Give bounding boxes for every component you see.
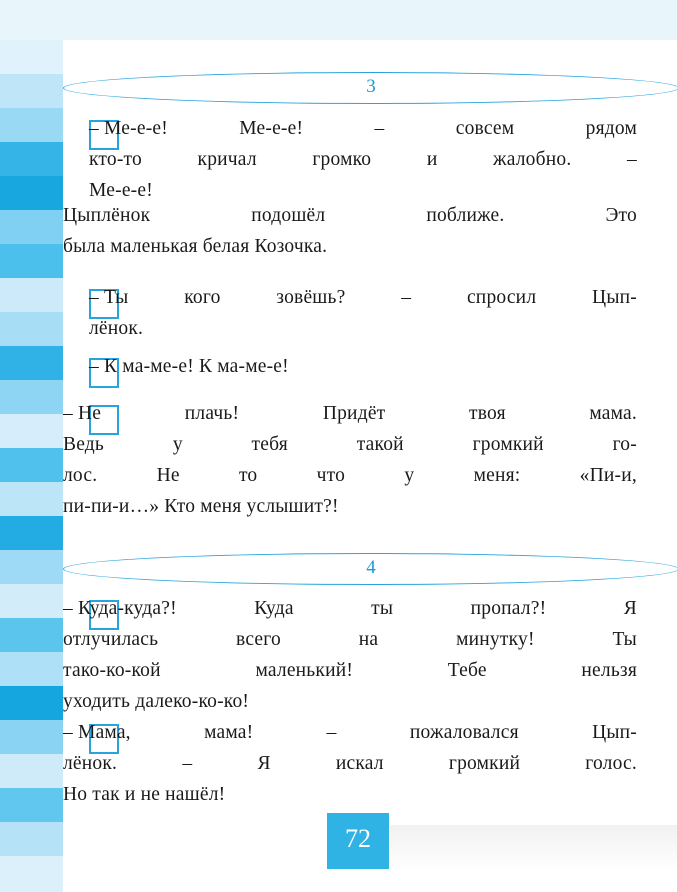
color-band-13 — [0, 482, 63, 516]
word: громко — [312, 149, 372, 170]
color-band-3 — [0, 142, 63, 176]
word: – — [374, 118, 385, 139]
word: – — [401, 287, 412, 308]
word: – Мама, — [63, 722, 131, 743]
word: совсем — [455, 118, 515, 139]
page-number: 72 — [327, 813, 389, 869]
word: – Ме-е-е! — [89, 118, 168, 139]
page-top-band — [0, 0, 677, 40]
word: кричал — [197, 149, 257, 170]
color-band-10 — [0, 380, 63, 414]
color-band-14 — [0, 516, 63, 550]
word: ты — [371, 598, 394, 619]
word: рядом — [585, 118, 637, 139]
text-line: лёнок. — [89, 318, 144, 339]
word: зовёшь? — [276, 287, 346, 308]
word: подошёл — [251, 205, 326, 226]
color-band-16 — [0, 584, 63, 618]
word: – — [627, 149, 637, 170]
text-line: пи-пи-и…» Кто меня услышит?! — [63, 496, 339, 517]
word: меня: — [473, 465, 521, 486]
word: кто-то — [89, 149, 142, 170]
color-band-24 — [0, 856, 63, 892]
word: у — [404, 465, 415, 486]
word: Цып- — [592, 722, 637, 743]
word: мама. — [589, 403, 637, 424]
word: Ты — [612, 629, 637, 650]
paragraph-3 — [89, 282, 637, 344]
text-line: уходить далеко-ко-ко! — [63, 691, 250, 712]
color-band-4 — [0, 176, 63, 210]
text-line — [63, 748, 637, 779]
text-line — [63, 655, 637, 686]
word: нельзя — [581, 660, 637, 681]
text-line — [89, 144, 637, 175]
word: Ме-е-е! — [239, 118, 304, 139]
word: и — [426, 149, 438, 170]
word: маленький! — [255, 660, 354, 681]
color-band-21 — [0, 754, 63, 788]
word: то — [238, 465, 258, 486]
word: искал — [335, 753, 384, 774]
text-line: – К ма-ме-е! К ма-ме-е! — [89, 356, 289, 377]
text-line — [63, 717, 637, 748]
word: го- — [612, 434, 637, 455]
text-line: Ме-е-е! — [89, 180, 153, 201]
color-band-0 — [0, 40, 63, 74]
section-number-4: 4 — [63, 553, 677, 585]
paragraph-1 — [89, 113, 637, 206]
text-line — [89, 113, 637, 144]
color-band-1 — [0, 74, 63, 108]
text-line — [63, 624, 637, 655]
word: «Пи-и, — [579, 465, 637, 486]
section-number-3: 3 — [63, 72, 677, 104]
word: лос. — [63, 465, 98, 486]
word: – — [326, 722, 337, 743]
word: тебя — [251, 434, 288, 455]
word: – Куда-куда?! — [63, 598, 177, 619]
word: Цыплёнок — [63, 205, 151, 226]
color-band-20 — [0, 720, 63, 754]
color-band-15 — [0, 550, 63, 584]
word: отлучилась — [63, 629, 159, 650]
word: пожаловался — [409, 722, 519, 743]
text-line — [63, 429, 637, 460]
word: Не — [156, 465, 180, 486]
word: плачь! — [184, 403, 240, 424]
text-line — [89, 282, 637, 313]
word: всего — [236, 629, 281, 650]
word: пропал?! — [470, 598, 547, 619]
word: Я — [623, 598, 637, 619]
word: – — [182, 753, 193, 774]
color-band-18 — [0, 652, 63, 686]
word: у — [172, 434, 183, 455]
paragraph-5 — [63, 398, 637, 522]
word: кого — [184, 287, 221, 308]
color-band-5 — [0, 210, 63, 244]
text-line — [63, 593, 637, 624]
word: громкий — [448, 753, 521, 774]
color-band-8 — [0, 312, 63, 346]
word: минутку! — [456, 629, 535, 650]
word: Тебе — [447, 660, 487, 681]
color-band-11 — [0, 414, 63, 448]
text-column — [63, 40, 677, 825]
color-band-22 — [0, 788, 63, 822]
color-band-17 — [0, 618, 63, 652]
word: жалобно. — [493, 149, 572, 170]
text-line: Но так и не нашёл! — [63, 784, 226, 805]
color-band-2 — [0, 108, 63, 142]
text-line — [63, 398, 637, 429]
word: Придёт — [322, 403, 386, 424]
word: мама! — [204, 722, 254, 743]
color-band-7 — [0, 278, 63, 312]
text-line — [63, 460, 637, 491]
word: на — [358, 629, 379, 650]
word: лёнок. — [63, 753, 118, 774]
color-band-23 — [0, 822, 63, 856]
word: поближе. — [426, 205, 505, 226]
word: что — [316, 465, 346, 486]
text-line: была маленькая белая Козочка. — [63, 236, 328, 257]
decorative-color-strip — [0, 40, 63, 892]
color-band-19 — [0, 686, 63, 720]
word: Я — [257, 753, 271, 774]
word: – Не — [63, 403, 102, 424]
page-edge-shadow — [390, 825, 677, 892]
word: – Ты — [89, 287, 129, 308]
word: Цып- — [592, 287, 637, 308]
word: твоя — [469, 403, 506, 424]
paragraph-6 — [63, 593, 637, 717]
color-band-12 — [0, 448, 63, 482]
word: Куда — [254, 598, 294, 619]
word: такой — [356, 434, 404, 455]
paragraph-7 — [63, 717, 637, 810]
word: голос. — [585, 753, 637, 774]
paragraph-4 — [89, 351, 637, 382]
color-band-9 — [0, 346, 63, 380]
word: Это — [605, 205, 637, 226]
text-line — [63, 200, 637, 231]
word: громкий — [472, 434, 544, 455]
word: спросил — [466, 287, 537, 308]
paragraph-2 — [63, 200, 637, 262]
color-band-6 — [0, 244, 63, 278]
word: тако-ко-кой — [63, 660, 161, 681]
word: Ведь — [63, 434, 105, 455]
